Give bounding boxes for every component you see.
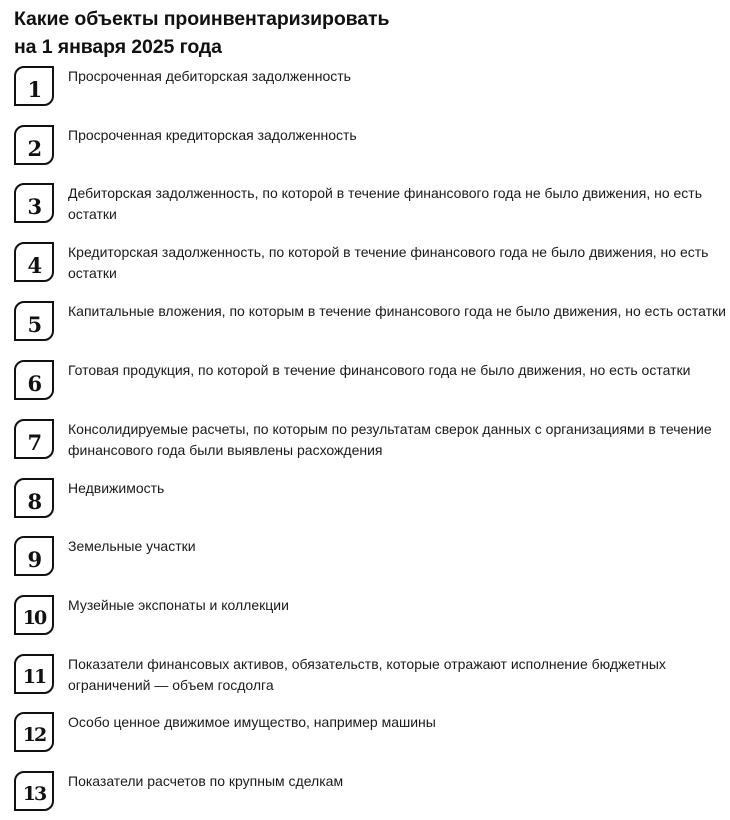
list-item xyxy=(14,360,724,406)
item-text: Музейные экспонаты и коллекции xyxy=(68,597,289,613)
item-text: Дебиторская задолженность, по которой в течение финансового года не было движения, но есть остатки xyxy=(68,185,702,222)
item-text: Капитальные вложения, по которым в течение финансового года не было движения, но есть остатки xyxy=(68,303,726,319)
item-number: 4 xyxy=(27,252,41,278)
item-number-badge xyxy=(14,183,54,223)
item-number-badge xyxy=(14,712,54,752)
list-item xyxy=(14,242,724,288)
item-text: Просроченная кредиторская задолженность xyxy=(68,127,357,143)
item-text: Кредиторская задолженность, по которой в течение финансового года не было движения, но есть остатки xyxy=(68,244,709,281)
list-item xyxy=(14,183,724,229)
list-item xyxy=(14,66,724,112)
item-number: 13 xyxy=(22,782,46,805)
title-line: на 1 января 2025 года xyxy=(14,36,222,58)
item-number: 10 xyxy=(22,606,46,629)
list-item xyxy=(14,536,724,582)
item-number: 3 xyxy=(27,193,41,219)
item-number: 8 xyxy=(27,488,41,514)
item-number-badge xyxy=(14,125,54,165)
item-number-badge xyxy=(14,536,54,576)
item-number-badge xyxy=(14,301,54,341)
item-text: Консолидируемые расчеты, по которым по результатам сверок данных с организациями в течение финансового года были выявлены расхождения xyxy=(68,421,712,458)
item-number-badge xyxy=(14,66,54,106)
item-number-badge xyxy=(14,419,54,459)
list-item xyxy=(14,478,724,524)
item-number: 5 xyxy=(27,311,41,337)
list-item xyxy=(14,419,724,465)
item-text: Показатели финансовых активов, обязательств, которые отражают исполнение бюджетных ограничений — объем госдолга xyxy=(68,656,666,693)
list-item xyxy=(14,595,724,641)
item-text: Показатели расчетов по крупным сделкам xyxy=(68,773,344,789)
item-number-badge xyxy=(14,360,54,400)
item-number: 9 xyxy=(27,546,41,572)
item-number: 2 xyxy=(27,135,41,161)
item-number-badge xyxy=(14,654,54,694)
item-text: Просроченная дебиторская задолженность xyxy=(68,68,351,84)
list-item xyxy=(14,654,724,700)
item-number: 11 xyxy=(22,665,46,688)
item-number: 6 xyxy=(27,370,41,396)
title-line: Какие объекты проинвентаризировать xyxy=(14,8,390,30)
list-item xyxy=(14,771,724,817)
item-number-badge xyxy=(14,595,54,635)
item-number-badge xyxy=(14,478,54,518)
list-item xyxy=(14,301,724,347)
item-number: 12 xyxy=(22,723,46,746)
item-number-badge xyxy=(14,771,54,811)
item-text: Земельные участки xyxy=(68,538,196,554)
item-text: Готовая продукция, по которой в течение финансового года не было движения, но есть остатки xyxy=(68,362,691,378)
item-number: 7 xyxy=(27,429,41,455)
item-number-badge xyxy=(14,242,54,282)
list-item xyxy=(14,125,724,171)
item-text: Недвижимость xyxy=(68,480,165,496)
item-number: 1 xyxy=(27,76,41,102)
item-text: Особо ценное движимое имущество, например машины xyxy=(68,714,436,730)
list-item xyxy=(14,712,724,758)
